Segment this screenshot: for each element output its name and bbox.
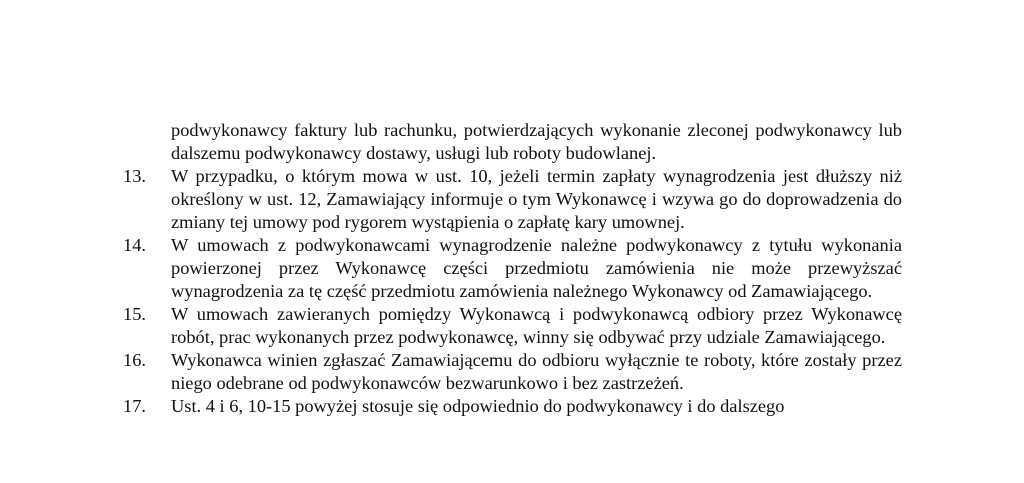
document-body	[123, 119, 902, 418]
list-item-13	[123, 165, 902, 234]
item-number: 15.	[123, 304, 146, 324]
continuation-paragraph: podwykonawcy faktury lub rachunku, potwierdzających wykonanie zleconej podwykonawcy lub dalszemu podwykonawcy dostawy, usługi lub roboty budowlanej.	[171, 120, 902, 163]
list-item-16	[123, 349, 902, 395]
item-text: Ust. 4 i 6, 10-15 powyżej stosuje się odpowiednio do podwykonawcy i do dalszego	[171, 396, 785, 416]
item-number: 13.	[123, 166, 146, 186]
item-number: 16.	[123, 350, 146, 370]
item-number: 17.	[123, 396, 146, 416]
list-item-14	[123, 234, 902, 303]
item-text: W przypadku, o którym mowa w ust. 10, jeżeli termin zapłaty wynagrodzenia jest dłuższy niż określony w ust. 12, Zamawiający informuje o tym Wykonawcę i wzywa go do doprowadzenia do zmiany tej umowy pod rygorem wystąpienia o zapłatę kary umownej.	[171, 166, 902, 232]
item-text: W umowach z podwykonawcami wynagrodzenie należne podwykonawcy z tytułu wykonania powierzonej przez Wykonawcę części przedmiotu zamówienia nie może przewyższać wynagrodzenia za tę część przedmiotu zamówienia należnego Wykonawcy od Zamawiającego.	[171, 235, 902, 301]
item-text: W umowach zawieranych pomiędzy Wykonawcą i podwykonawcą odbiory przez Wykonawcę robót, prac wykonanych przez podwykonawcę, winny się odbywać przy udziale Zamawiającego.	[171, 304, 902, 347]
list-item-17	[123, 395, 902, 418]
item-number: 14.	[123, 235, 146, 255]
list-item-15	[123, 303, 902, 349]
item-text: Wykonawca winien zgłaszać Zamawiającemu do odbioru wyłącznie te roboty, które zostały przez niego odebrane od podwykonawców bezwarunkowo i bez zastrzeżeń.	[171, 350, 902, 393]
